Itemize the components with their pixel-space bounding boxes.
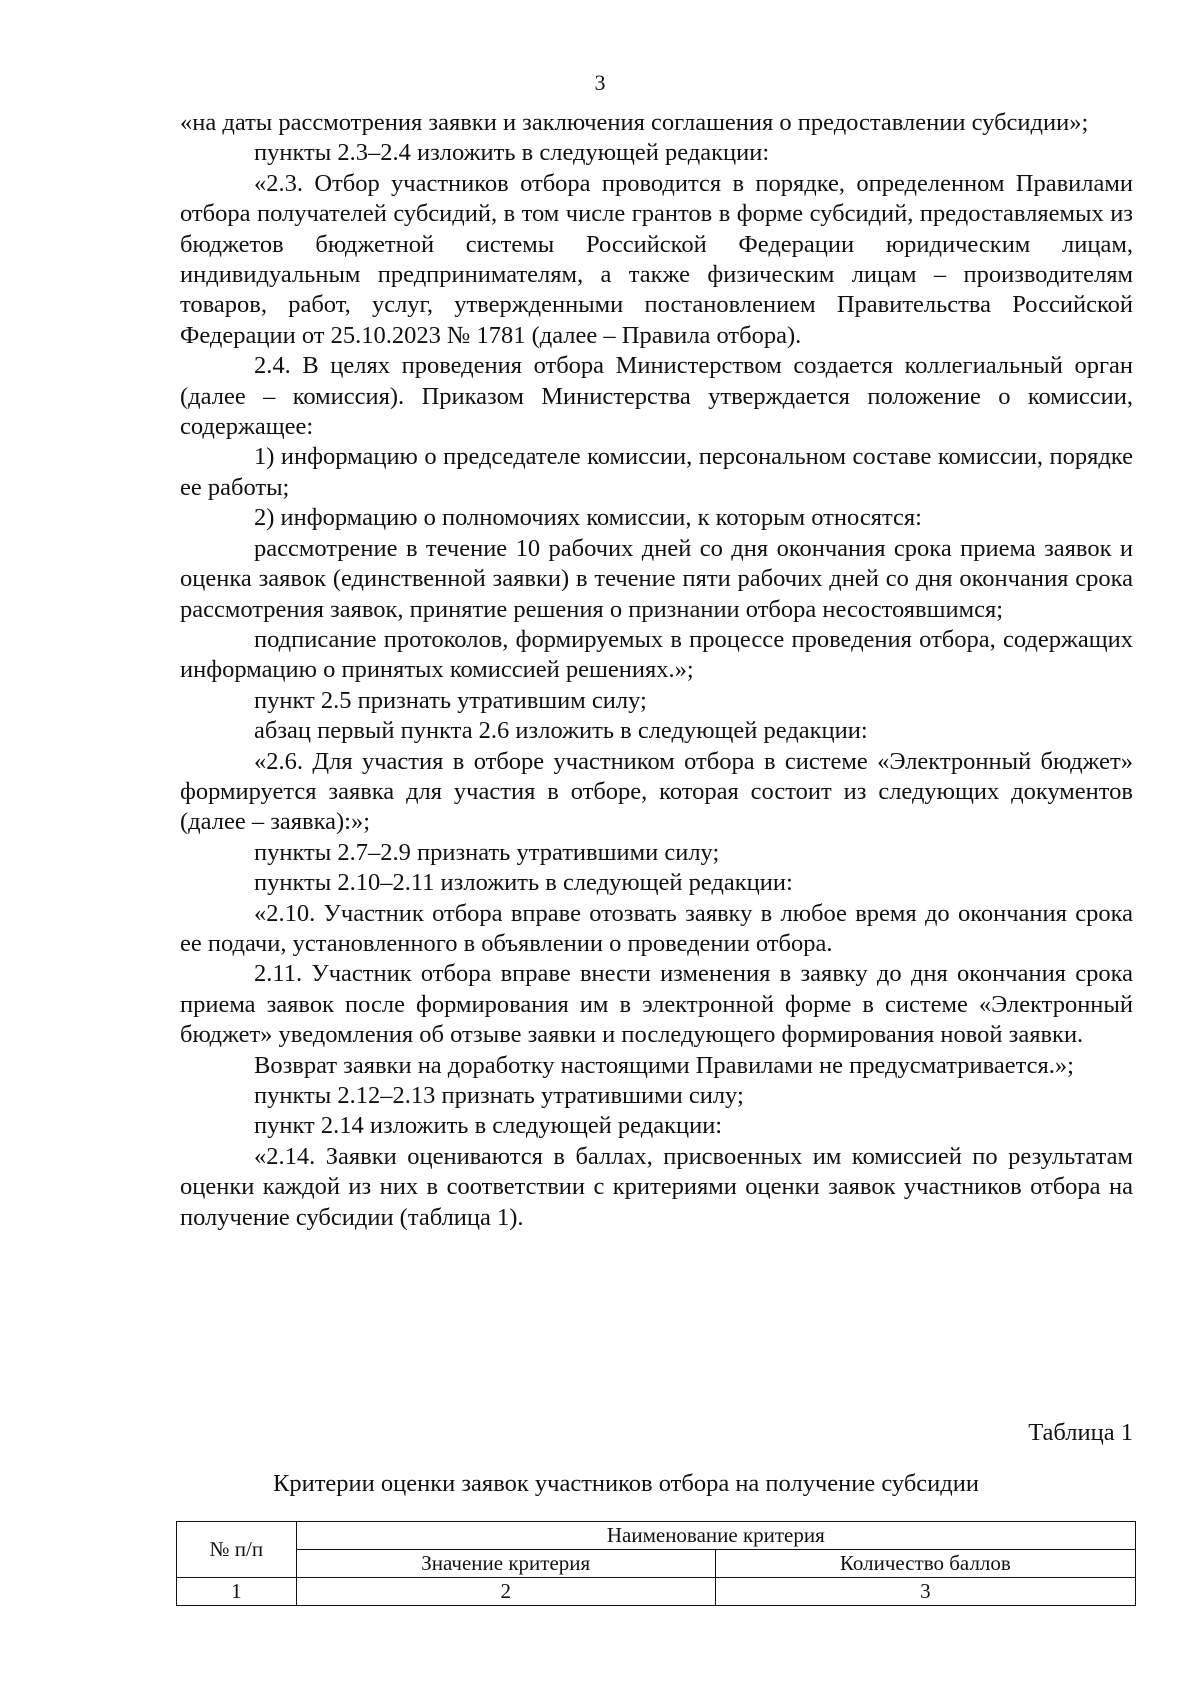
paragraph: пункт 2.14 изложить в следующей редакции: — [254, 1112, 723, 1140]
page-number: 3 — [594, 70, 606, 95]
paragraph: пункты 2.7–2.9 признать утратившими силу; — [254, 838, 720, 866]
paragraph: 2.4. В целях проведения отбора Министерством создается коллегиальный орган (далее – комиссия). Приказом Министерства утверждается положение о комиссии, содержащее: — [180, 352, 1133, 441]
paragraph: Возврат заявки на доработку настоящими Правилами не предусматривается.»; — [254, 1051, 1074, 1079]
criteria-table — [176, 1521, 1136, 1606]
paragraph: пункт 2.5 признать утратившим силу; — [254, 686, 647, 714]
paragraph: «2.14. Заявки оцениваются в баллах, присвоенных им комиссией по результатам оценки каждой из них в соответствии с критериями оценки заявок участников отбора на получение субсидии (таблица 1). — [180, 1142, 1133, 1231]
paragraph: «2.6. Для участия в отборе участником отбора в системе «Электронный бюджет» формируется заявка для участия в отборе, которая состоит из следующих документов (далее – заявка):»; — [180, 747, 1133, 836]
table-cell: 2 — [296, 1578, 715, 1606]
paragraph: рассмотрение в течение 10 рабочих дней со дня окончания срока приема заявок и оценка заявок (единственной заявки) в течение пяти рабочих дней со дня окончания срока рассмотрения заявок, принятие решения о признании отбора несостоявшимся; — [180, 534, 1133, 623]
header-cell-criterion-value: Значение критерия — [296, 1550, 715, 1578]
paragraph: пункты 2.10–2.11 изложить в следующей редакции: — [254, 869, 793, 897]
table-cell: 1 — [177, 1578, 297, 1606]
document-body — [180, 108, 1133, 1233]
paragraph: 1) информацию о председателе комиссии, персональном составе комиссии, порядке ее работы; — [180, 443, 1133, 501]
paragraph: пункты 2.3–2.4 изложить в следующей редакции: — [254, 139, 770, 167]
table-title: Критерии оценки заявок участников отбора на получение субсидии — [273, 1470, 979, 1497]
paragraph: «2.3. Отбор участников отбора проводится в порядке, определенном Правилами отбора получателей субсидий, в том числе грантов в форме субсидий, предоставляемых из бюджетов бюджетной системы Российской Федерации юридическим лицам, индивидуальным предпринимателям, а также физическим лицам – производителям товаров, работ, услуг, утвержденными постановлением Правительства Российской Федерации от 25.10.2023 № 1781 (далее – Правила отбора). — [180, 169, 1133, 349]
paragraph: «2.10. Участник отбора вправе отозвать заявку в любое время до окончания срока ее подачи, установленного в объявлении о проведении отбора. — [180, 899, 1133, 957]
table-cell: 3 — [715, 1578, 1135, 1606]
header-cell-criterion-name: Наименование критерия — [296, 1522, 1135, 1550]
table-caption: Таблица 1 — [1028, 1419, 1133, 1446]
paragraph: «на даты рассмотрения заявки и заключения соглашения о предоставлении субсидии»; — [180, 109, 1089, 136]
header-cell-points: Количество баллов — [715, 1550, 1135, 1578]
paragraph: 2.11. Участник отбора вправе внести изменения в заявку до дня окончания срока приема заявок после формирования им в электронной форме в системе «Электронный бюджет» уведомления об отзыве заявки и последующего формирования новой заявки. — [180, 960, 1133, 1049]
paragraph: абзац первый пункта 2.6 изложить в следующей редакции: — [254, 717, 868, 745]
paragraph: подписание протоколов, формируемых в процессе проведения отбора, содержащих информацию о принятых комиссией решениях.»; — [180, 625, 1133, 684]
paragraph: пункты 2.12–2.13 признать утратившими силу; — [254, 1082, 744, 1109]
header-cell-number: № п/п — [177, 1522, 297, 1578]
paragraph: 2) информацию о полномочиях комиссии, к которым относятся: — [254, 504, 922, 532]
